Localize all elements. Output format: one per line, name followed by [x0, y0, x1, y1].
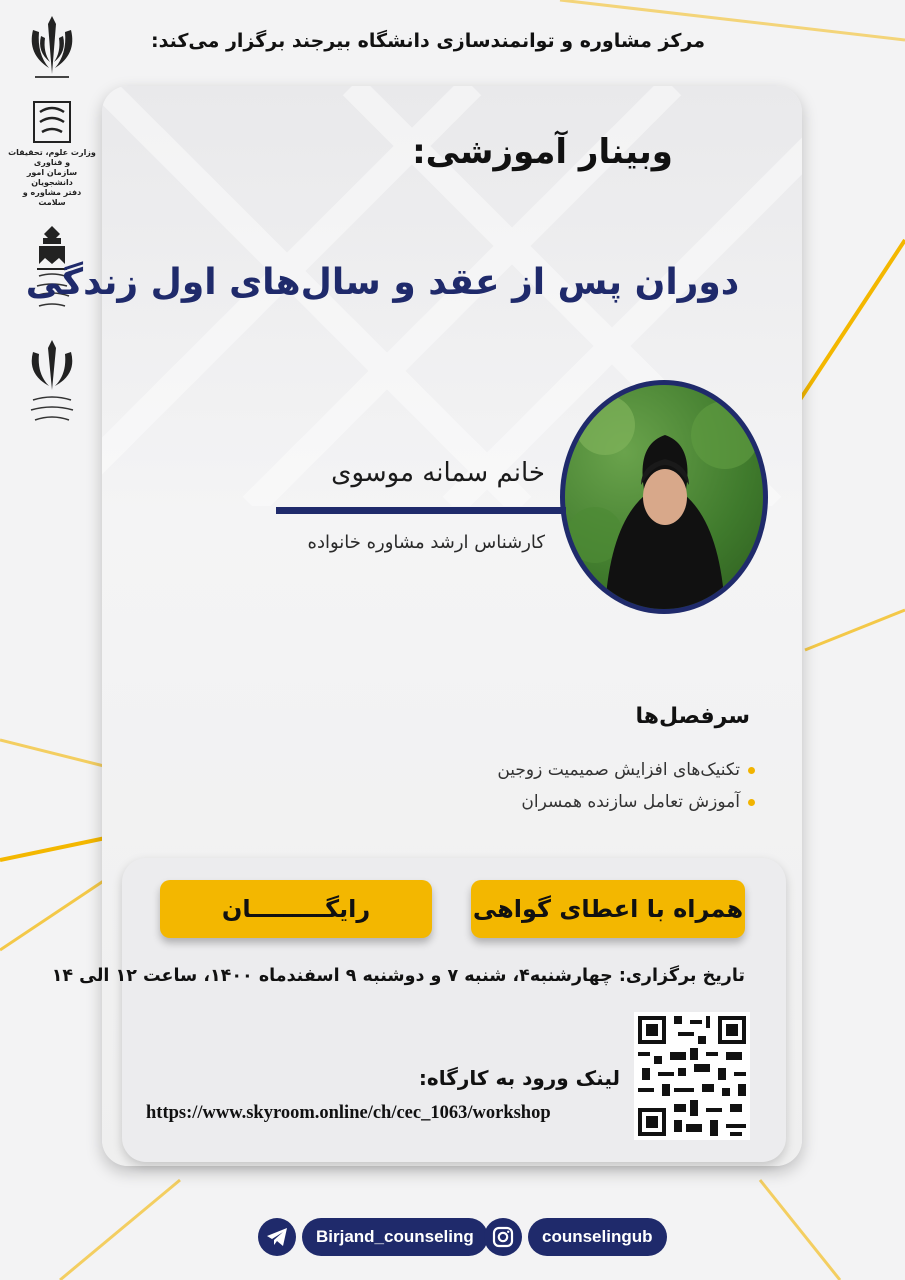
ministry-caption-2: سازمان امور دانشجویان: [26, 168, 78, 187]
speaker-name: خانم سمانه موسوی: [331, 458, 545, 488]
topics-heading: سرفصل‌ها: [635, 704, 750, 729]
iran-emblem-logo-2: [8, 336, 96, 426]
list-item: [497, 786, 755, 818]
event-topic-title: دوران پس از عقد و سال‌های اول زندگی: [25, 262, 740, 303]
telegram-username[interactable]: Birjand_counseling: [302, 1218, 488, 1256]
event-type-title: وبینار آموزشی:: [412, 132, 673, 172]
telegram-handle[interactable]: [258, 1216, 488, 1258]
logos-column: [8, 10, 96, 442]
certificate-badge: همراه با اعطای گواهی: [471, 880, 745, 938]
workshop-link-url[interactable]: https://www.skyroom.online/ch/cec_1063/workshop: [146, 1103, 551, 1123]
instagram-handle[interactable]: [484, 1216, 667, 1258]
speaker-photo: [565, 385, 763, 609]
iran-emblem-icon: [23, 10, 81, 82]
bullet-icon: [748, 767, 755, 774]
bullet-icon: [748, 799, 755, 806]
iran-emblem-icon-2: [23, 336, 81, 426]
organizer-header: مرکز مشاوره و توانمندسازی دانشگاه بیرجند برگزار می‌کند:: [151, 30, 705, 52]
list-item: [497, 754, 755, 786]
topic-text: آموزش تعامل سازنده همسران: [521, 792, 740, 812]
speaker-role: کارشناس ارشد مشاوره خانواده: [307, 532, 545, 553]
telegram-icon: [258, 1218, 296, 1256]
iran-emblem-logo: [8, 10, 96, 82]
speaker-photo-frame: [560, 380, 768, 614]
speaker-name-underline: [276, 507, 566, 514]
instagram-icon: [484, 1218, 522, 1256]
speaker-portrait-illustration: [565, 385, 763, 609]
ministry-caption-1: وزارت علوم، تحقیقات و فناوری: [8, 148, 96, 167]
topics-list: [497, 754, 755, 818]
ministry-caption-3: دفتر مشاوره و سلامت: [22, 188, 82, 207]
instagram-username[interactable]: counselingub: [528, 1218, 667, 1256]
event-date: تاریخ برگزاری: چهارشنبه۴، شنبه ۷ و دوشنبه ۹ اسفندماه ۱۴۰۰، ساعت ۱۲ الی ۱۴: [51, 966, 745, 986]
topic-text: تکنیک‌های افزایش صمیمیت زوجین: [497, 760, 740, 780]
free-badge: رایگـــــــــان: [160, 880, 432, 938]
workshop-link-label: لینک ورود به کارگاه:: [418, 1066, 620, 1090]
qr-code-icon[interactable]: [634, 1012, 750, 1140]
